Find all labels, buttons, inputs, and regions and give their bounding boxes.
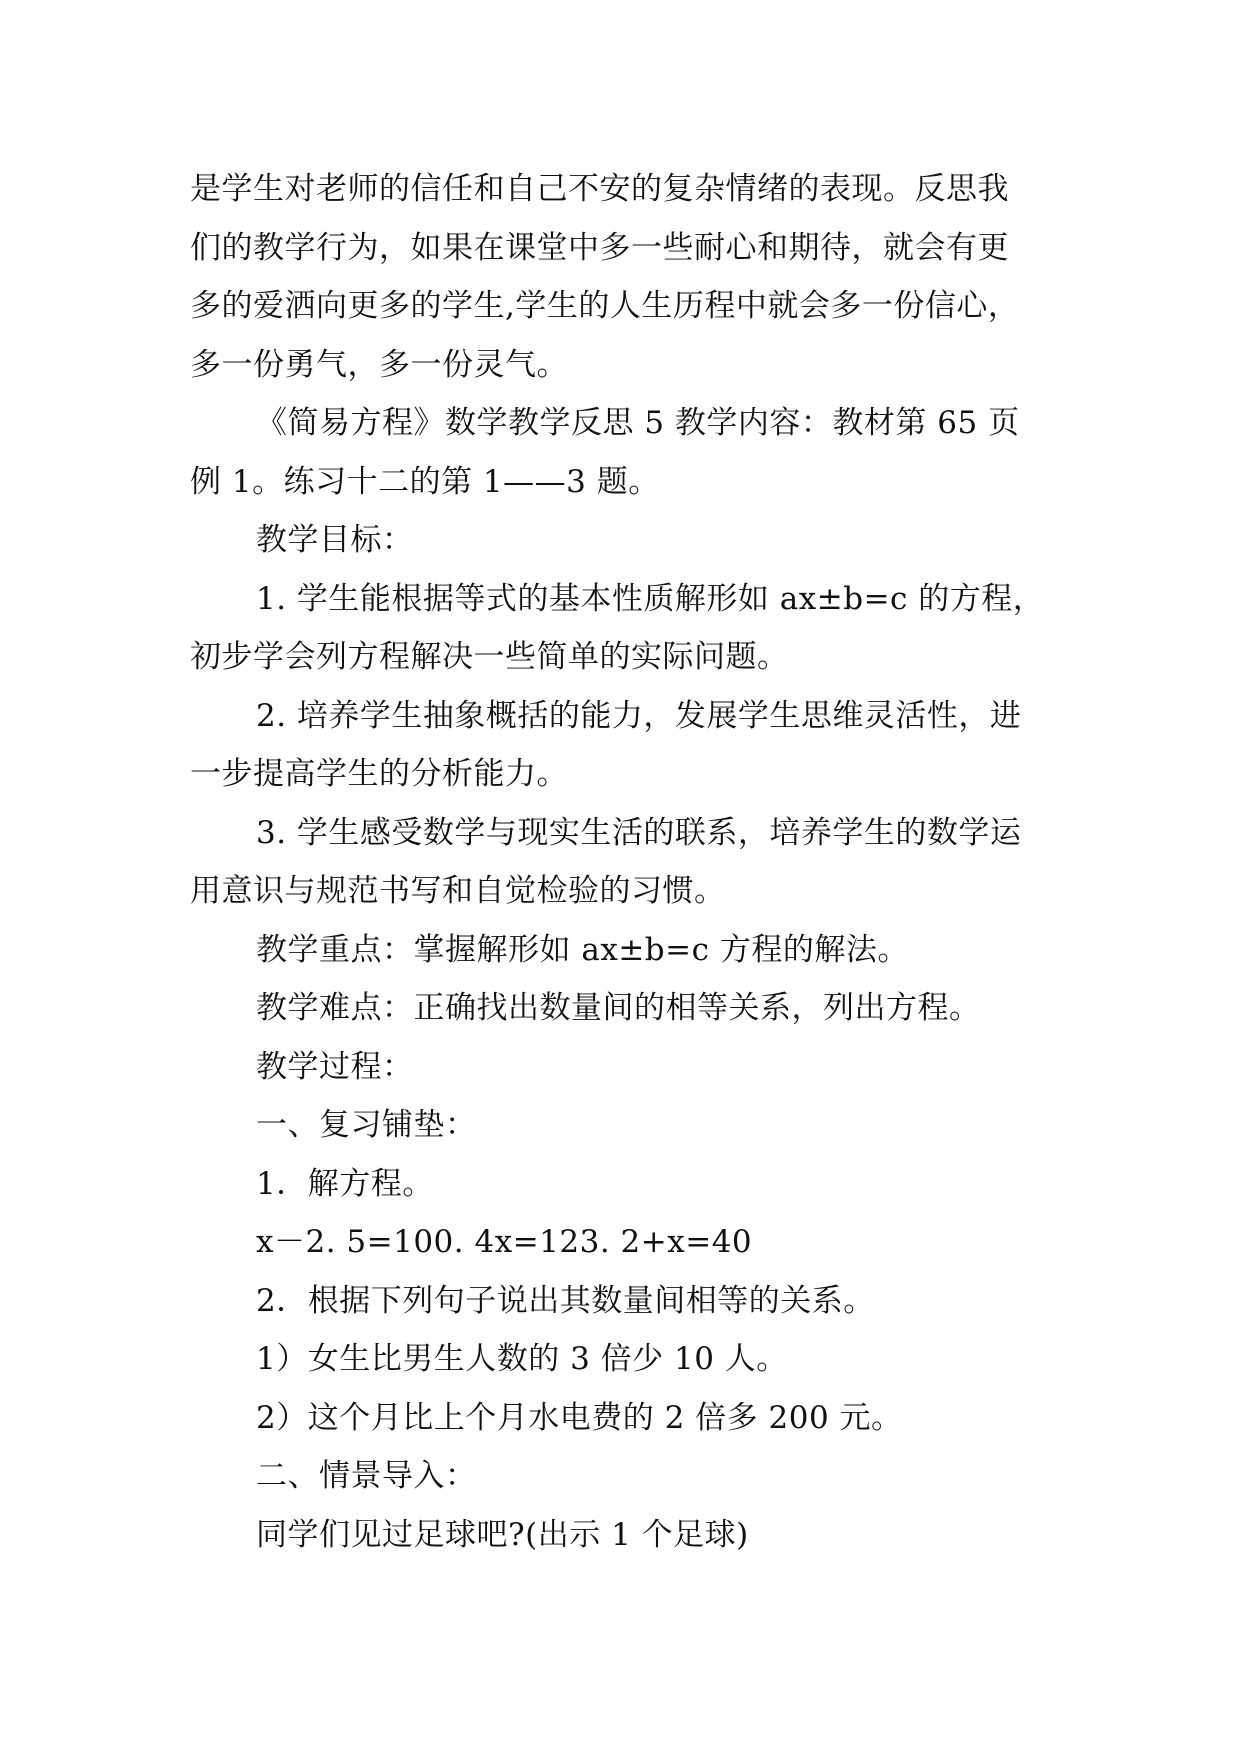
key-point-line: 教学重点：掌握解形如 ax±b=c 方程的解法。 [256, 931, 909, 968]
subheading-line: 二、情景导入： [256, 1458, 477, 1494]
paragraph-line: 是学生对老师的信任和自己不安的复杂情绪的表现。反思我 [190, 171, 1009, 207]
list-item-line: 1）女生比男生人数的 3 倍少 10 人。 [256, 1341, 788, 1377]
list-item-line: 1．解方程。 [256, 1165, 434, 1202]
section-heading-line: 《简易方程》数学教学反思 5 教学内容：教材第 65 页 [256, 405, 1020, 441]
paragraph-line: 一步提高学生的分析能力。 [190, 756, 568, 792]
list-item-line: 2）这个月比上个月水电费的 2 倍多 200 元。 [256, 1399, 903, 1436]
paragraph-line: 多的爱洒向更多的学生,学生的人生历程中就会多一份信心， [190, 288, 1020, 324]
subheading-line: 教学过程： [256, 1048, 414, 1085]
paragraph-line: 用意识与规范书写和自觉检验的习惯。 [190, 873, 726, 909]
subheading-line: 一、复习铺垫： [256, 1107, 477, 1143]
paragraph-line: 多一份勇气，多一份灵气。 [190, 346, 568, 383]
list-item-line: 3. 学生感受数学与现实生活的联系，培养学生的数学运 [256, 814, 1022, 851]
paragraph-line: 同学们见过足球吧?(出示 1 个足球) [256, 1516, 749, 1553]
paragraph-line: 初步学会列方程解决一些简单的实际问题。 [190, 639, 789, 675]
list-item-line: 2．根据下列句子说出其数量间相等的关系。 [256, 1282, 875, 1319]
paragraph-line: 们的教学行为，如果在课堂中多一些耐心和期待，就会有更 [190, 229, 1009, 266]
list-item-line: 1. 学生能根据等式的基本性质解形如 ax±b=c 的方程， [256, 580, 1045, 617]
body-text [190, 160, 1060, 1564]
subheading-line: 教学目标： [256, 522, 414, 558]
difficulty-line: 教学难点：正确找出数量间的相等关系，列出方程。 [256, 990, 981, 1026]
list-item-line: 2. 培养学生抽象概括的能力，发展学生思维灵活性，进 [256, 697, 1022, 734]
equation-line: x－2. 5=100. 4x=123. 2+x=40 [256, 1224, 753, 1260]
paragraph-line: 例 1。练习十二的第 1——3 题。 [190, 463, 660, 500]
